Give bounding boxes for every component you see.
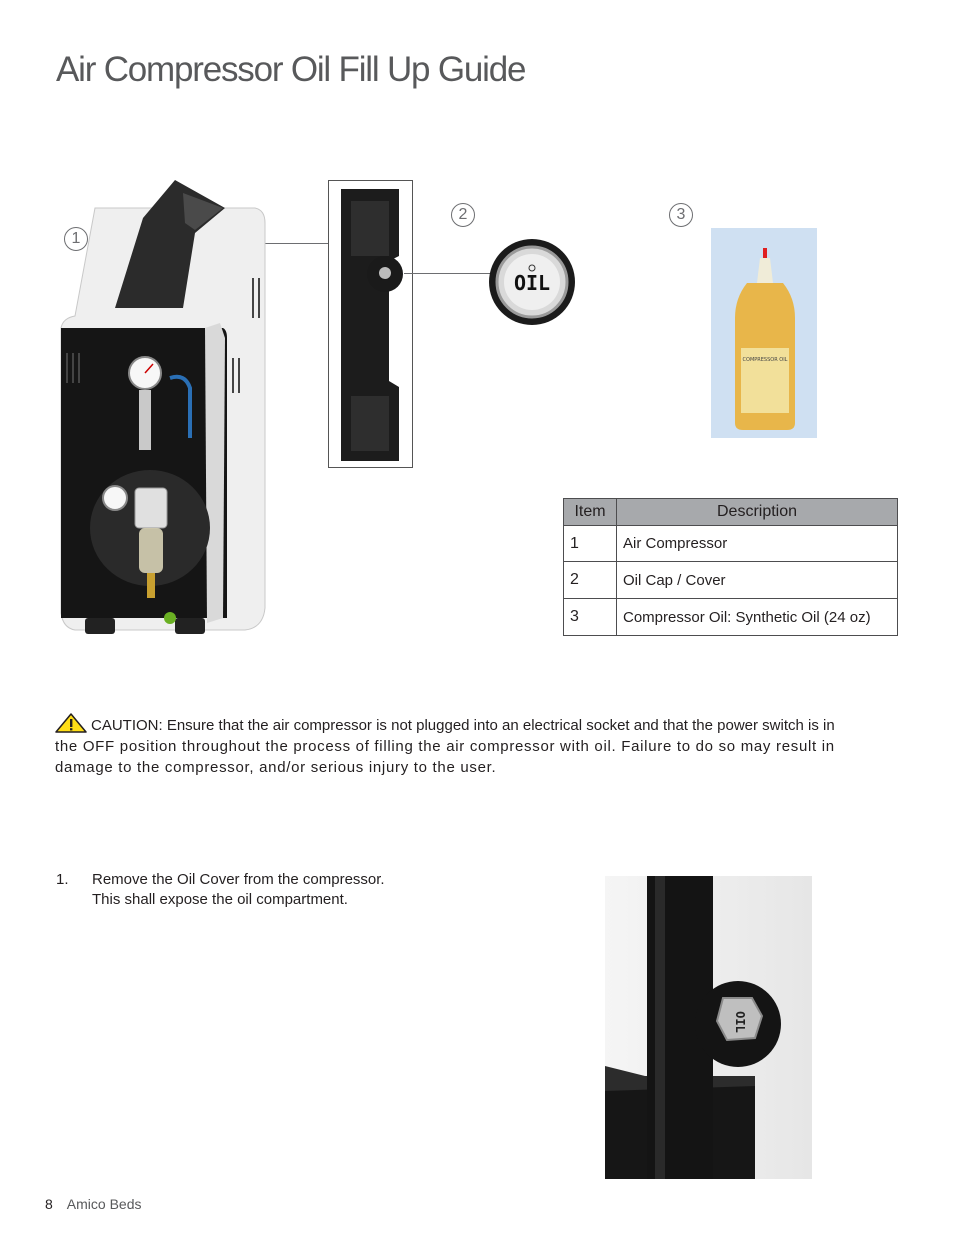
- handle-closeup-image: [329, 181, 412, 467]
- table-row: [564, 599, 898, 636]
- bottle-label-text: COMPRESSOR OIL: [742, 357, 788, 363]
- table-row: [564, 526, 898, 562]
- air-compressor-image: [55, 178, 270, 640]
- warning-triangle-icon: [55, 713, 87, 733]
- table-cell-item: 3: [564, 599, 617, 636]
- caution-text-line-2: the OFF position throughout the process of filling the air compressor with oil. Failure to do so may result in: [55, 738, 835, 755]
- caution-text-line-3: damage to the compressor, and/or serious injury to the user.: [55, 759, 497, 776]
- oil-cap-image: [488, 238, 576, 326]
- oil-cover-photo: [605, 876, 812, 1179]
- caution-text-line-1: CAUTION: Ensure that the air compressor is not plugged into an electrical socket and that the power switch is in: [91, 717, 835, 734]
- callout-1: 1: [64, 227, 88, 251]
- step-text-line-1: Remove the Oil Cover from the compressor.: [92, 871, 385, 888]
- items-table: [563, 498, 898, 636]
- table-cell-item: 2: [564, 562, 617, 599]
- compressor-oil-bottle-image: [711, 228, 817, 438]
- step-text-line-2: This shall expose the oil compartment.: [92, 891, 348, 908]
- table-cell-description: Air Compressor: [617, 526, 898, 562]
- callout-2: 2: [451, 203, 475, 227]
- caution-notice: [55, 713, 895, 778]
- table-cell-description: Compressor Oil: Synthetic Oil (24 oz): [617, 599, 898, 636]
- step-number: 1.: [56, 871, 69, 888]
- handle-closeup-frame: [328, 180, 413, 468]
- table-cell-item: 1: [564, 526, 617, 562]
- step-text: [92, 870, 385, 910]
- table-row: [564, 562, 898, 599]
- table-cell-description: Oil Cap / Cover: [617, 562, 898, 599]
- table-header-description: Description: [617, 499, 898, 526]
- callout-3: 3: [669, 203, 693, 227]
- table-header-row: [564, 499, 898, 526]
- leader-line-2: [404, 273, 490, 274]
- page-title: Air Compressor Oil Fill Up Guide: [56, 50, 526, 89]
- oil-cap-label: OIL: [513, 271, 551, 295]
- footer-brand: Amico Beds: [66, 1196, 142, 1212]
- page-number: 8: [45, 1196, 53, 1212]
- table-header-item: Item: [564, 499, 617, 526]
- page-footer: [45, 1196, 142, 1212]
- photo-oil-cap-label: OIL: [733, 1011, 747, 1033]
